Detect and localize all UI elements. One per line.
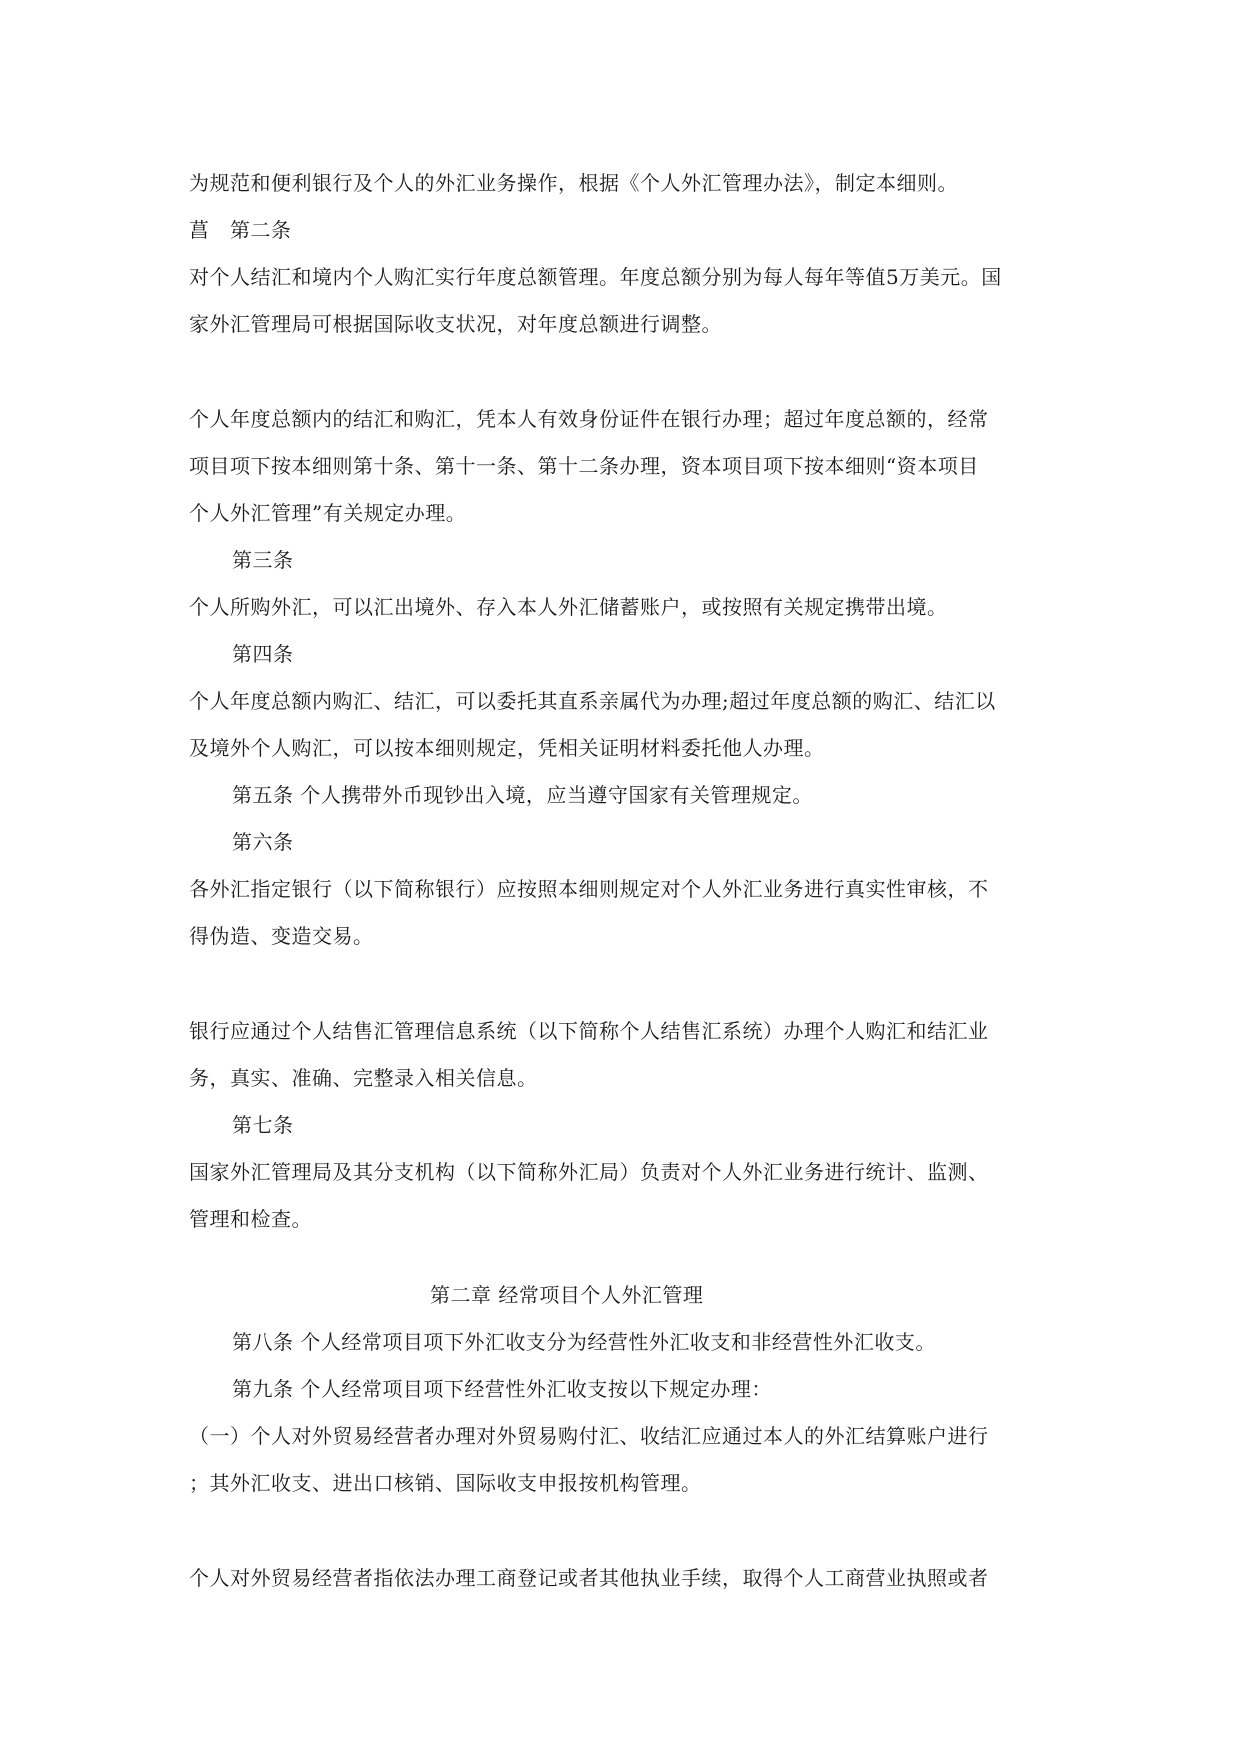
article-heading: 第九条 个人经常项目项下经营性外汇收支按以下规定办理：: [232, 1377, 772, 1401]
paragraph-line: 国家外汇管理局及其分支机构（以下简称外汇局）负责对个人外汇业务进行统计、监测、: [189, 1160, 989, 1184]
article-heading: 第六条: [232, 830, 294, 854]
paragraph-line: 项目项下按本细则第十条、第十一条、第十二条办理，资本项目项下按本细则“资本项目: [189, 454, 979, 478]
paragraph-line: （一）个人对外贸易经营者办理对外贸易购付汇、收结汇应通过本人的外汇结算账户进行: [189, 1424, 989, 1448]
article-heading: 第三条: [232, 548, 294, 572]
article-heading: 第七条: [232, 1113, 294, 1137]
article-heading: 第五条 个人携带外币现钞出入境，应当遵守国家有关管理规定。: [232, 783, 813, 807]
article-heading: 菖 第二条: [189, 218, 292, 242]
paragraph-line: 个人年度总额内的结汇和购汇，凭本人有效身份证件在银行办理；超过年度总额的，经常: [189, 407, 989, 431]
paragraph-line: 个人所购外汇，可以汇出境外、存入本人外汇储蓄账户，或按照有关规定携带出境。: [189, 595, 948, 619]
paragraph-line: 各外汇指定银行（以下简称银行）应按照本细则规定对个人外汇业务进行真实性审核，不: [189, 877, 989, 901]
paragraph-line: 为规范和便利银行及个人的外汇业务操作，根据《个人外汇管理办法》，制定本细则。: [189, 171, 958, 195]
paragraph-line: 及境外个人购汇，可以按本细则规定，凭相关证明材料委托他人办理。: [189, 736, 825, 760]
paragraph-line: 个人外汇管理”有关规定办理。: [189, 501, 467, 525]
paragraph-line: ；其外汇收支、进出口核销、国际收支申报按机构管理。: [189, 1471, 702, 1495]
paragraph-line: 家外汇管理局可根据国际收支状况，对年度总额进行调整。: [189, 312, 722, 336]
paragraph-line: 个人年度总额内购汇、结汇，可以委托其直系亲属代为办理;超过年度总额的购汇、结汇以: [189, 689, 996, 713]
paragraph-line: 对个人结汇和境内个人购汇实行年度总额管理。年度总额分别为每人每年等值5万美元。国: [189, 265, 1002, 289]
article-heading: 第四条: [232, 642, 294, 666]
paragraph-line: 得伪造、变造交易。: [189, 924, 374, 948]
paragraph-line: 银行应通过个人结售汇管理信息系统（以下简称个人结售汇系统）办理个人购汇和结汇业: [189, 1019, 989, 1043]
paragraph-line: 个人对外贸易经营者指依法办理工商登记或者其他执业手续，取得个人工商营业执照或者: [189, 1566, 989, 1590]
chapter-heading: 第二章 经常项目个人外汇管理: [430, 1283, 704, 1307]
paragraph-line: 管理和检查。: [189, 1207, 312, 1231]
article-heading: 第八条 个人经常项目项下外汇收支分为经营性外汇收支和非经营性外汇收支。: [232, 1330, 936, 1354]
paragraph-line: 务，真实、准确、完整录入相关信息。: [189, 1066, 538, 1090]
